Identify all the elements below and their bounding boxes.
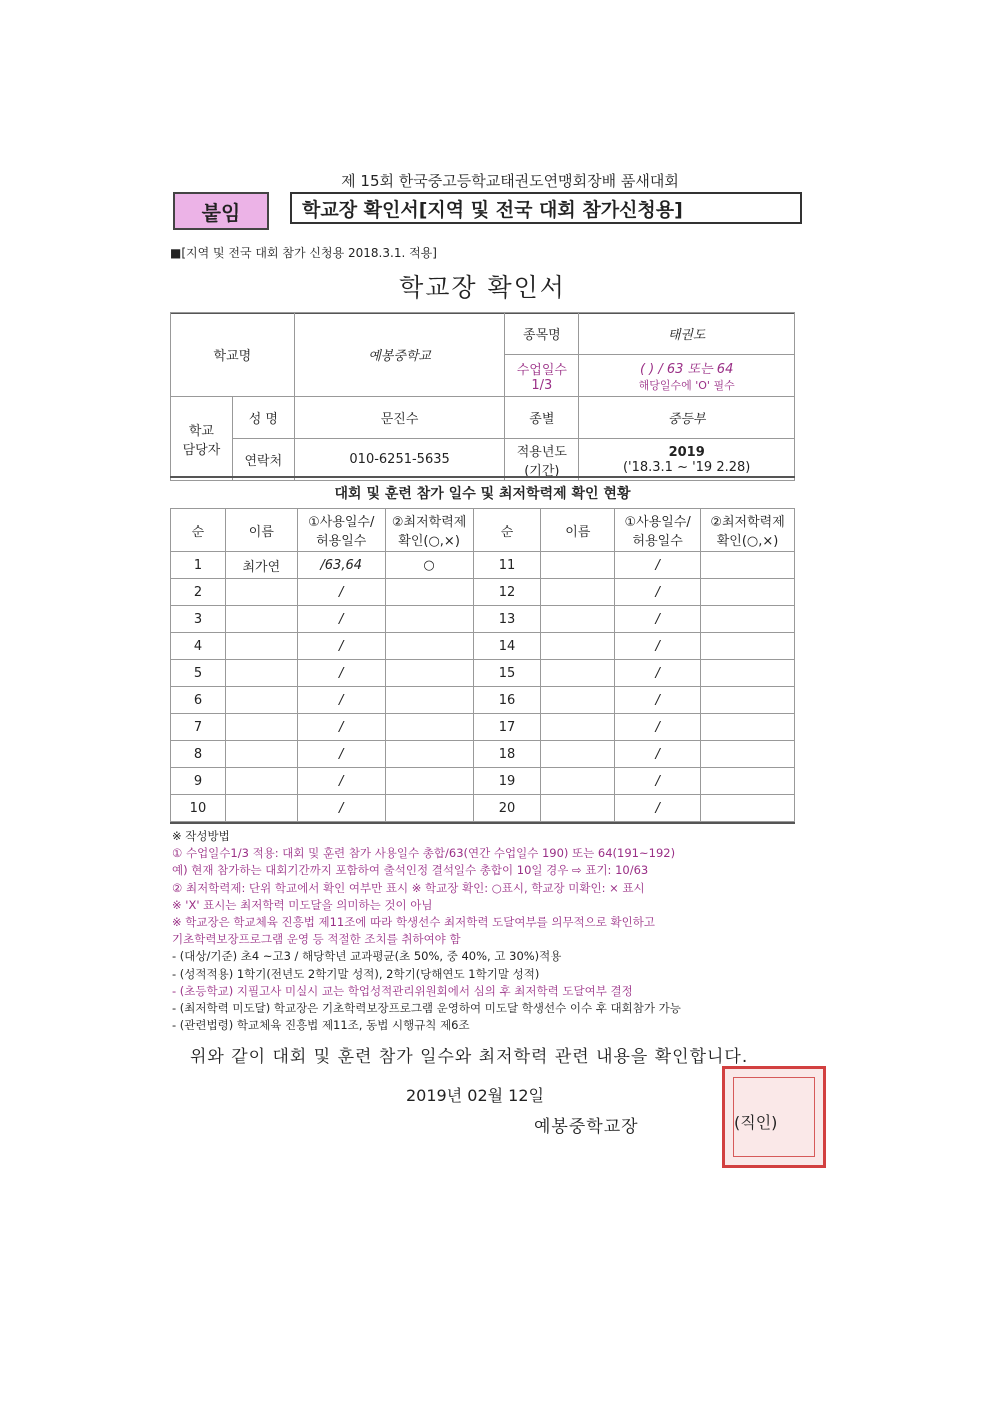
teacher-label-2: 담당자 — [182, 442, 221, 458]
row-name — [541, 660, 615, 687]
col-days-2: 허용일수 — [632, 534, 683, 549]
teacher-label-1: 학교 — [188, 423, 214, 439]
note-line: - (대상/기준) 초4 ~고3 / 해당학년 교과평균(초 50%, 중 40%, 고 30%)적용 — [172, 949, 562, 964]
row-no: 1 — [171, 552, 226, 579]
row-no: 15 — [473, 660, 541, 687]
row-min-mark — [701, 687, 795, 714]
note-line: 기초학력보장프로그램 운영 등 적절한 조치를 취하여야 함 — [172, 932, 461, 947]
row-no: 12 — [473, 579, 541, 606]
col-min-right — [701, 509, 795, 552]
class-days-label-1: 수업일수 — [516, 362, 567, 378]
row-days: / — [297, 606, 385, 633]
row-min-mark — [701, 660, 795, 687]
confirmation-statement: 위와 같이 대회 및 훈련 참가 일수와 최저학력 관련 내용을 확인합니다. — [190, 1047, 749, 1067]
table-row — [171, 552, 795, 579]
col-days-1: ①사용일수/ — [308, 515, 375, 530]
contact: 010-6251-5635 — [294, 439, 505, 481]
col-days-2: 허용일수 — [316, 534, 367, 549]
info-table — [170, 312, 795, 481]
note-line: ※ 'X' 표시는 최저학력 미도달을 의미하는 것이 아님 — [172, 897, 433, 912]
table-row — [171, 633, 795, 660]
row-no: 5 — [171, 660, 226, 687]
row-min-mark — [385, 741, 473, 768]
class-days-cell — [579, 355, 795, 397]
table-body — [171, 552, 795, 822]
row-days: / — [615, 660, 701, 687]
row-days: / — [297, 633, 385, 660]
col-min-2: 확인(○,×) — [716, 534, 779, 549]
col-name: 이름 — [225, 509, 297, 552]
class-days-note: 해당일수에 'O' 필수 — [638, 379, 735, 392]
note-line: - (성적적용) 1학기(전년도 2학기말 성적), 2학기(당해연도 1학기말 성적) — [172, 966, 540, 981]
table-row — [171, 606, 795, 633]
school-name-label: 학교명 — [171, 313, 295, 397]
row-name — [225, 795, 297, 822]
row-days: / — [297, 768, 385, 795]
col-min-2: 확인(○,×) — [398, 534, 460, 549]
col-days-1: ①사용일수/ — [624, 515, 691, 530]
name-label: 성 명 — [232, 397, 294, 439]
row-no: 18 — [473, 741, 541, 768]
row-no: 4 — [171, 633, 226, 660]
sport-label: 종목명 — [505, 313, 579, 355]
row-name — [225, 741, 297, 768]
col-name-right: 이름 — [541, 509, 615, 552]
table-row — [171, 795, 795, 822]
row-min-mark — [701, 741, 795, 768]
row-no: 2 — [171, 579, 226, 606]
teacher-name: 문진수 — [294, 397, 505, 439]
row-days: / — [615, 768, 701, 795]
note-line: 예) 현재 참가하는 대회기간까지 포함하여 출석인정 결석일수 총합이 10일 경우 ⇨ 표기: 10/63 — [172, 863, 649, 878]
row-days: / — [615, 795, 701, 822]
participation-table — [170, 508, 795, 822]
note-line: - (최저학력 미도달) 학교장은 기초학력보장프로그램 운영하여 미도달 학생선수 이수 후 대회참가 가능 — [172, 1001, 681, 1016]
row-no: 16 — [473, 687, 541, 714]
row-min-mark — [385, 633, 473, 660]
row-no: 13 — [473, 606, 541, 633]
row-name — [225, 579, 297, 606]
col-min — [385, 509, 473, 552]
col-no: 순 — [171, 509, 226, 552]
year-cell — [579, 439, 795, 481]
row-name — [541, 768, 615, 795]
row-min-mark: ○ — [385, 552, 473, 579]
period: ('18.3.1 ~ '19 2.28) — [622, 459, 751, 475]
row-min-mark — [385, 795, 473, 822]
row-days: / — [615, 741, 701, 768]
row-min-mark — [701, 795, 795, 822]
class-days-label — [505, 355, 579, 397]
row-name — [541, 795, 615, 822]
row-name: 최가연 — [225, 552, 297, 579]
division: 중등부 — [579, 397, 795, 439]
row-name — [541, 687, 615, 714]
date: 2019년 02월 12일 — [406, 1086, 544, 1105]
mid-rule — [170, 476, 795, 478]
seal-label: (직인) — [734, 1113, 778, 1132]
class-days-label-2: 1/3 — [531, 377, 553, 393]
table-row — [171, 741, 795, 768]
note-line: - (관련법령) 학교체육 진흥법 제11조, 동법 시행규칙 제6조 — [172, 1018, 470, 1033]
year-label-1: 적용년도 — [516, 444, 567, 460]
row-days: / — [297, 687, 385, 714]
attachment-badge: 붙임 — [173, 192, 269, 230]
row-name — [225, 633, 297, 660]
row-days: / — [615, 633, 701, 660]
row-no: 10 — [171, 795, 226, 822]
row-no: 8 — [171, 741, 226, 768]
writing-instructions — [172, 828, 812, 1034]
event-title: 제 15회 한국중고등학교태권도연맹회장배 품새대회 — [341, 172, 679, 190]
row-no: 7 — [171, 714, 226, 741]
row-days: / — [297, 660, 385, 687]
note-line: ① 수업일수1/3 적용: 대회 및 훈련 참가 사용일수 총합/63(연간 수업일수 190) 또는 64(191~192) — [172, 846, 676, 861]
row-days: / — [615, 552, 701, 579]
row-name — [541, 552, 615, 579]
row-days: / — [297, 579, 385, 606]
row-no: 11 — [473, 552, 541, 579]
row-no: 14 — [473, 633, 541, 660]
row-min-mark — [701, 579, 795, 606]
notice-line: ■[지역 및 전국 대회 참가 신청용 2018.3.1. 적용] — [170, 246, 437, 260]
row-name — [225, 768, 297, 795]
row-name — [541, 741, 615, 768]
table-bottom-rule — [170, 822, 795, 824]
row-min-mark — [385, 606, 473, 633]
row-min-mark — [701, 606, 795, 633]
row-days: / — [615, 579, 701, 606]
col-days — [297, 509, 385, 552]
row-no: 20 — [473, 795, 541, 822]
note-line: - (초등학교) 지필고사 미실시 교는 학업성적관리위원회에서 심의 후 최저학력 도달여부 결정 — [172, 983, 633, 998]
row-no: 3 — [171, 606, 226, 633]
row-no: 17 — [473, 714, 541, 741]
row-min-mark — [701, 714, 795, 741]
document-title: 학교장 확인서 — [399, 273, 566, 302]
row-name — [225, 687, 297, 714]
row-days: / — [615, 687, 701, 714]
note-line: ※ 작성방법 — [172, 829, 230, 843]
school-name: 예봉중학교 — [294, 313, 505, 397]
row-min-mark — [385, 714, 473, 741]
teacher-label — [171, 397, 233, 481]
col-min-1: ②최저학력제 — [391, 515, 467, 530]
row-days: / — [297, 795, 385, 822]
row-days: / — [297, 714, 385, 741]
division-label: 종별 — [505, 397, 579, 439]
section-title: 대회 및 훈련 참가 일수 및 최저학력제 확인 현황 — [334, 486, 631, 502]
row-min-mark — [701, 633, 795, 660]
col-no-right: 순 — [473, 509, 541, 552]
row-min-mark — [385, 768, 473, 795]
row-name — [541, 714, 615, 741]
year-label — [505, 439, 579, 481]
table-row — [171, 714, 795, 741]
contact-label: 연락처 — [232, 439, 294, 481]
year-label-2: (기간) — [524, 463, 560, 479]
row-min-mark — [701, 552, 795, 579]
sport: 태권도 — [579, 313, 795, 355]
row-name — [541, 579, 615, 606]
row-days: / — [615, 714, 701, 741]
row-min-mark — [385, 687, 473, 714]
row-min-mark — [385, 579, 473, 606]
class-days-value: ( ) / 63 또는 64 — [639, 362, 734, 377]
row-name — [225, 660, 297, 687]
row-days: / — [615, 606, 701, 633]
row-name — [541, 633, 615, 660]
principal-signature: 예봉중학교장 — [534, 1117, 639, 1137]
row-no: 6 — [171, 687, 226, 714]
table-row — [171, 768, 795, 795]
row-no: 19 — [473, 768, 541, 795]
note-line: ※ 학교장은 학교체육 진흥법 제11조에 따라 학생선수 최저학력 도달여부를 의무적으로 확인하고 — [172, 915, 655, 930]
row-name — [541, 606, 615, 633]
table-row — [171, 660, 795, 687]
year: 2019 — [668, 444, 705, 460]
row-no: 9 — [171, 768, 226, 795]
row-name — [225, 606, 297, 633]
header-box: 학교장 확인서[지역 및 전국 대회 참가신청용] — [290, 192, 802, 224]
row-days: / — [297, 741, 385, 768]
table-header-row — [171, 509, 795, 552]
col-min-1: ②최저학력제 — [710, 515, 785, 530]
row-name — [225, 714, 297, 741]
table-row — [171, 687, 795, 714]
table-row — [171, 579, 795, 606]
col-days-right — [615, 509, 701, 552]
row-days: /63,64 — [297, 552, 385, 579]
row-min-mark — [701, 768, 795, 795]
row-min-mark — [385, 660, 473, 687]
note-line: ② 최저학력제: 단위 학교에서 확인 여부만 표시 ※ 학교장 확인: ○표시, 학교장 미확인: × 표시 — [172, 880, 645, 895]
